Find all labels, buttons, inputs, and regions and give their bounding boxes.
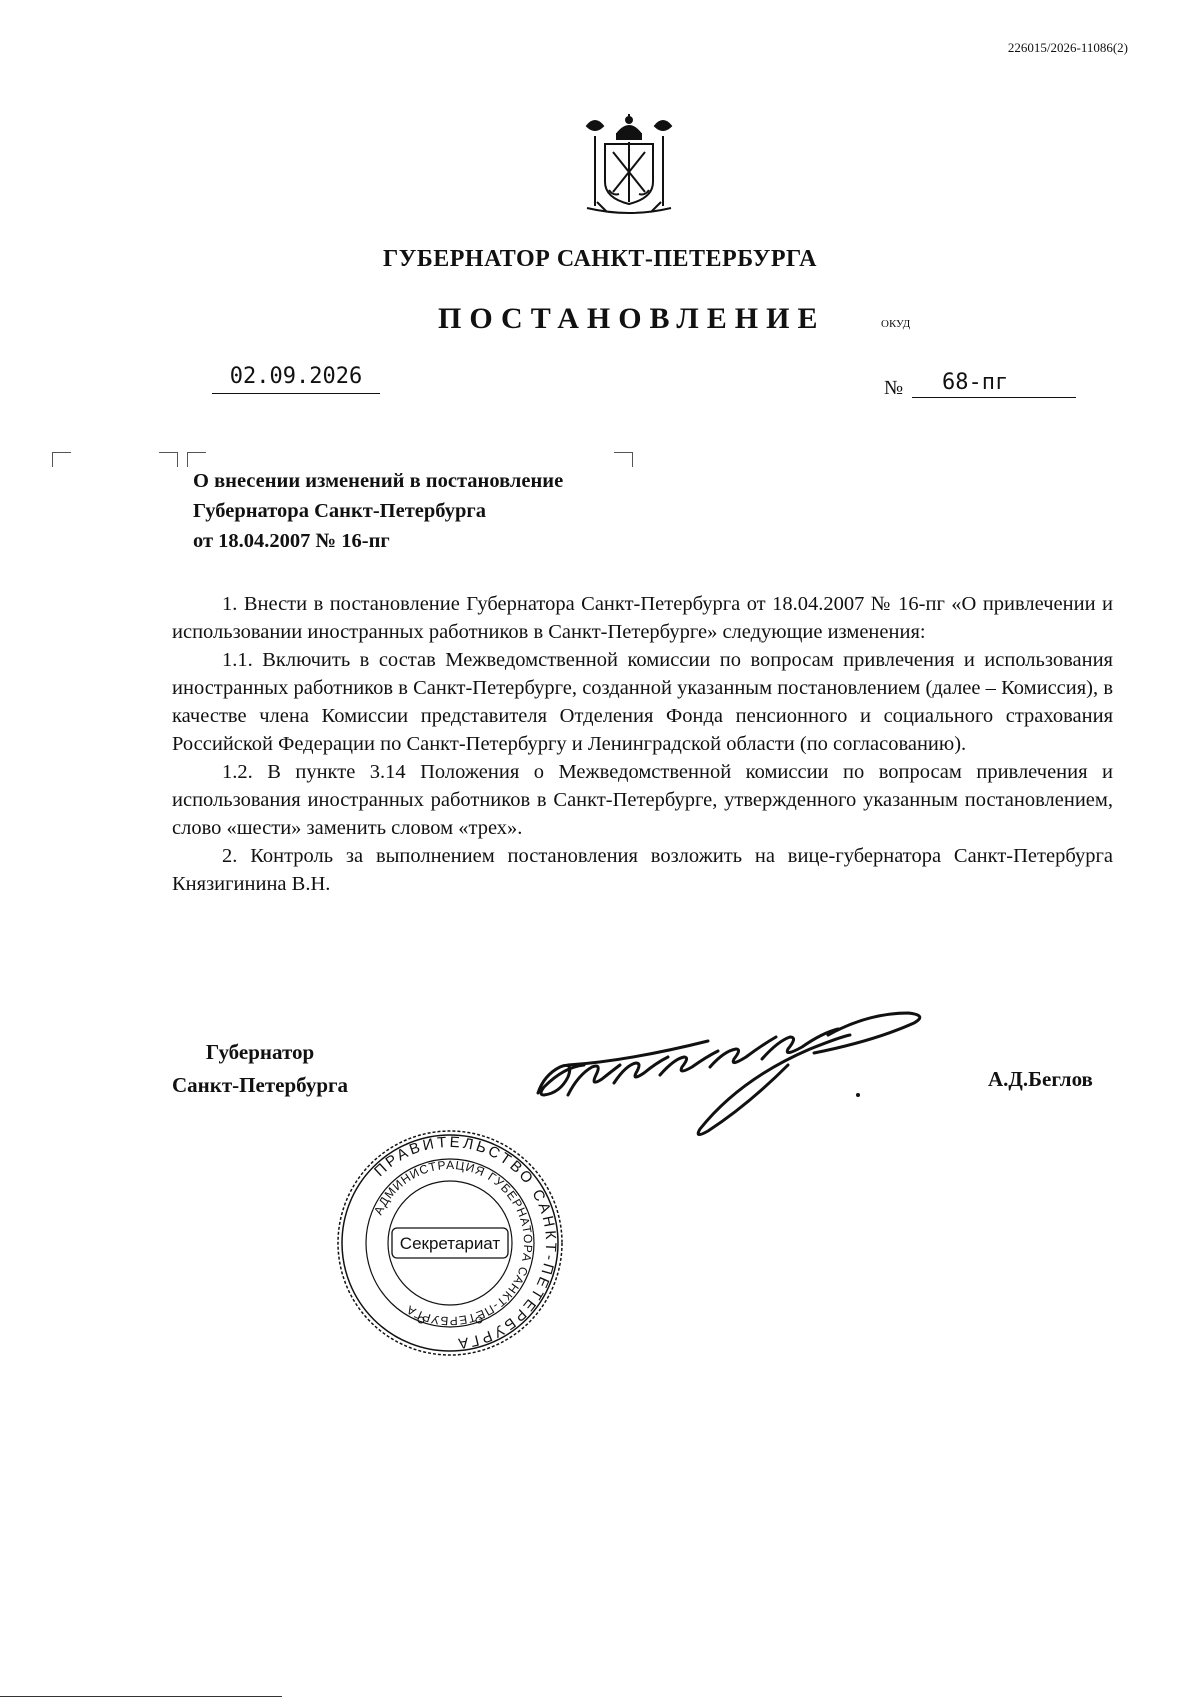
handwritten-signature — [528, 1005, 940, 1142]
document-registration-code: 226015/2026-11086(2) — [1007, 40, 1128, 55]
document-type: ПОСТАНОВЛЕНИЕ — [438, 302, 826, 335]
corner-mark — [614, 452, 633, 467]
document-title — [193, 466, 563, 556]
coat-of-arms-icon — [573, 112, 685, 218]
stamp-outer-text: ПРАВИТЕЛЬСТВО САНКТ-ПЕТЕРБУРГА — [371, 1133, 560, 1353]
body-paragraph: 2. Контроль за выполнением постановления возложить на вице-губернатора Санкт-Петербурга Князигинина В.Н. — [172, 845, 1113, 895]
title-line: О внесении изменений в постановление — [193, 470, 564, 492]
title-line: от 18.04.2007 № 16-пг — [193, 530, 390, 552]
signatory-name: А.Д.Беглов — [988, 1067, 1093, 1091]
document-number: 68-пг — [912, 370, 1076, 398]
footer-divider — [0, 1696, 282, 1697]
okud-label: ОКУД — [881, 318, 911, 330]
body-paragraph: 1.2. В пункте 3.14 Положения о Межведомственной комиссии по вопросам привлечения и использования иностранных работников в Санкт-Петербурге, утвержденного указанным постановлением, слово «шести» заменить словом «трех». — [172, 761, 1113, 839]
corner-mark — [159, 452, 178, 467]
issuing-authority: ГУБЕРНАТОР САНКТ-ПЕТЕРБУРГА — [382, 246, 817, 272]
corner-mark — [187, 452, 206, 467]
body-paragraph: 1. Внести в постановление Губернатора Санкт-Петербурга от 18.04.2007 № 16-пг «О привлечении и использовании иностранных работников в Санкт-Петербурге» следующие изменения: — [172, 593, 1113, 643]
signatory-position-line: Санкт-Петербурга — [172, 1073, 349, 1097]
official-stamp — [335, 1128, 565, 1358]
document-date: 02.09.2026 — [212, 364, 380, 394]
signatory-position — [172, 1036, 348, 1102]
title-line: Губернатора Санкт-Петербурга — [193, 500, 486, 522]
stamp-center-text: Секретариат — [399, 1234, 501, 1253]
body-paragraph: 1.1. Включить в состав Межведомственной комиссии по вопросам привлечения и использования иностранных работников в Санкт-Петербурге, созданной указанным постановлением (далее – Комиссия), в качестве члена Комиссии представителя Отделения Фонда пенсионного и социального страхования Российской Федерации по Санкт-Петербургу и Ленинградской области (по согласованию). — [172, 649, 1113, 755]
stamp-inner-text: АДМИНИСТРАЦИЯ ГУБЕРНАТОРА САНКТ-ПЕТЕРБУРГА — [371, 1157, 536, 1329]
document-body — [172, 590, 1113, 898]
corner-mark — [52, 452, 71, 467]
signatory-position-line: Губернатор — [205, 1040, 315, 1064]
number-label: № — [884, 377, 904, 399]
